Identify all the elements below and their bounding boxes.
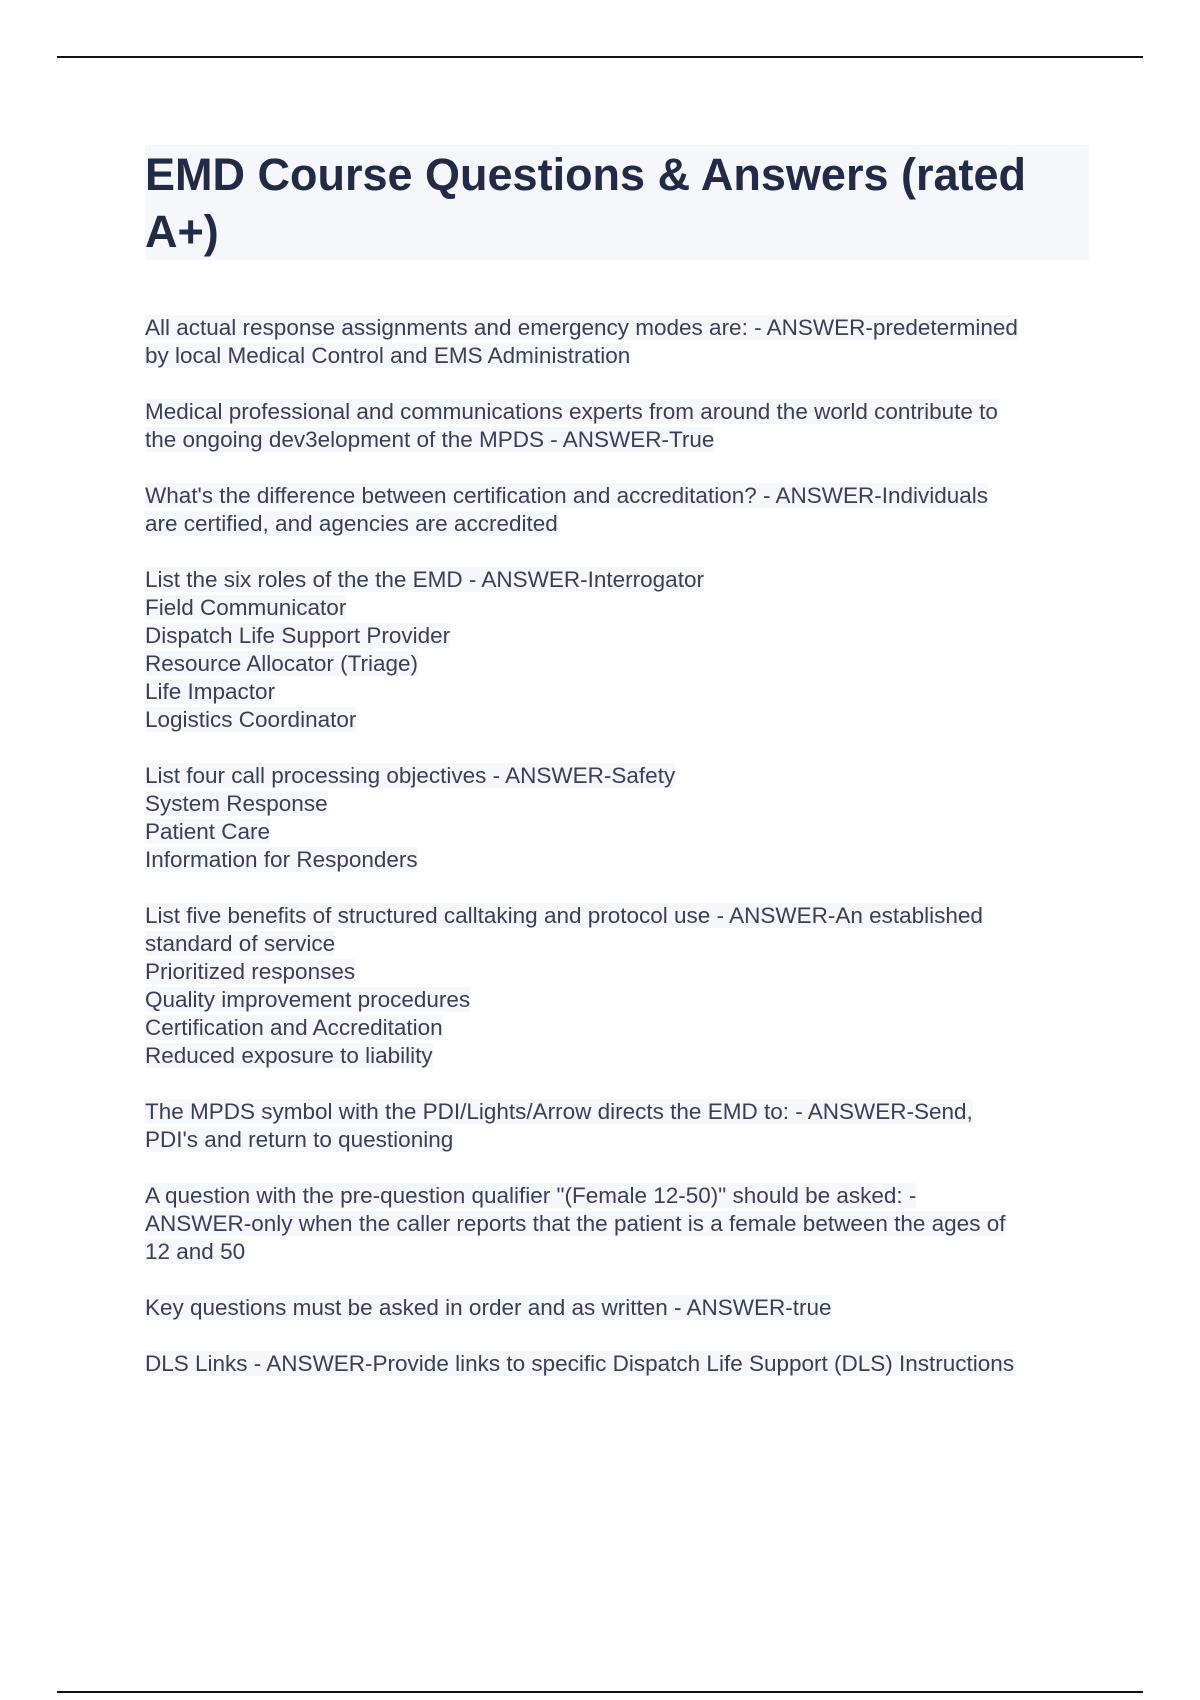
qa-line: All actual response assignments and emergency modes are: - ANSWER-predetermined	[145, 315, 1018, 340]
qa-line: Reduced exposure to liability	[145, 1043, 433, 1068]
qa-line: Patient Care	[145, 819, 271, 844]
qa-line: Field Communicator	[145, 595, 347, 620]
top-rule	[57, 56, 1143, 58]
qa-line: PDI's and return to questioning	[145, 1127, 454, 1152]
qa-line: The MPDS symbol with the PDI/Lights/Arrow directs the EMD to: - ANSWER-Send,	[145, 1099, 973, 1124]
qa-line: Key questions must be asked in order and as written - ANSWER-true	[145, 1295, 832, 1320]
qa-item	[145, 902, 1089, 1070]
bottom-rule	[57, 1691, 1143, 1693]
qa-line: Certification and Accreditation	[145, 1015, 443, 1040]
qa-list	[145, 314, 1089, 1378]
qa-line: the ongoing dev3elopment of the MPDS - ANSWER-True	[145, 427, 715, 452]
qa-line: Life Impactor	[145, 679, 276, 704]
qa-line: 12 and 50	[145, 1239, 246, 1264]
qa-line: Prioritized responses	[145, 959, 356, 984]
qa-item	[145, 762, 1089, 874]
qa-line: A question with the pre-question qualifier "(Female 12-50)" should be asked: -	[145, 1183, 917, 1208]
qa-line: ANSWER-only when the caller reports that the patient is a female between the ages of	[145, 1211, 1006, 1236]
qa-line: What's the difference between certification and accreditation? - ANSWER-Individuals	[145, 483, 989, 508]
document-body	[145, 145, 1089, 1406]
qa-line: Resource Allocator (Triage)	[145, 651, 419, 676]
qa-line: Logistics Coordinator	[145, 707, 357, 732]
qa-item	[145, 1350, 1089, 1378]
qa-line: System Response	[145, 791, 328, 816]
qa-line: DLS Links - ANSWER-Provide links to specific Dispatch Life Support (DLS) Instructions	[145, 1351, 1015, 1376]
qa-item	[145, 1294, 1089, 1322]
qa-line: are certified, and agencies are accredited	[145, 511, 558, 536]
qa-line: List the six roles of the the EMD - ANSWER-Interrogator	[145, 567, 704, 592]
qa-item	[145, 566, 1089, 734]
qa-item	[145, 482, 1089, 538]
qa-line: List four call processing objectives - ANSWER-Safety	[145, 763, 676, 788]
document-title: EMD Course Questions & Answers (rated A+)	[145, 149, 1027, 257]
qa-item	[145, 1098, 1089, 1154]
qa-line: Quality improvement procedures	[145, 987, 471, 1012]
qa-item	[145, 1182, 1089, 1266]
qa-line: Medical professional and communications experts from around the world contribute to	[145, 399, 998, 424]
qa-line: Dispatch Life Support Provider	[145, 623, 451, 648]
qa-line: standard of service	[145, 931, 336, 956]
qa-line: Information for Responders	[145, 847, 418, 872]
qa-line: List five benefits of structured calltaking and protocol use - ANSWER-An established	[145, 903, 983, 928]
title-block	[145, 145, 1089, 260]
qa-item	[145, 314, 1089, 370]
qa-line: by local Medical Control and EMS Administration	[145, 343, 631, 368]
qa-item	[145, 398, 1089, 454]
